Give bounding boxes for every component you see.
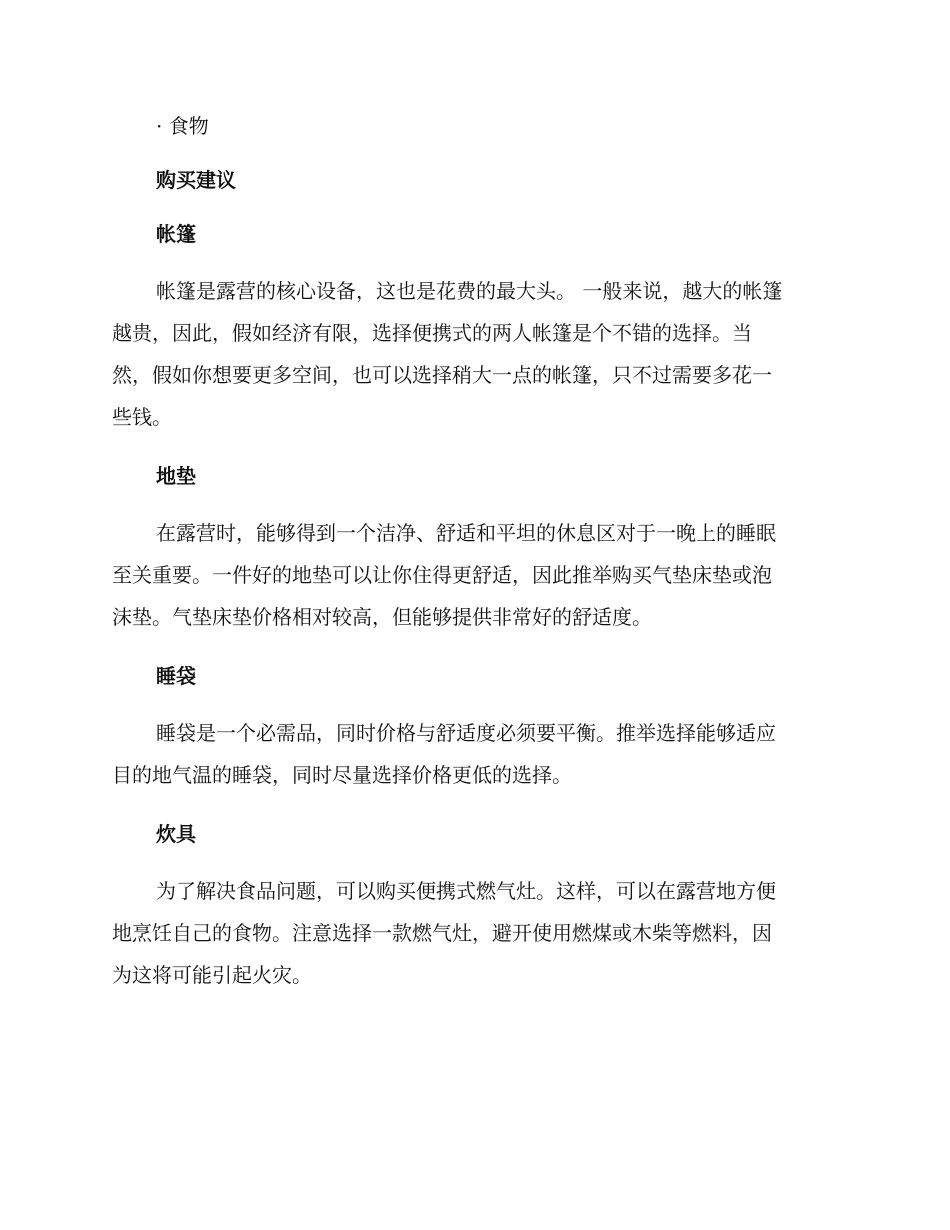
paragraph-line: 在露营时，能够得到一个洁净、舒适和平坦的休息区对于一晚上的睡眠 xyxy=(156,521,776,545)
paragraph-line: 地烹饪自己的食物。注意选择一款燃气灶，避开使用燃煤或木柴等燃料，因 xyxy=(112,921,772,945)
paragraph-line: 些钱。 xyxy=(112,405,172,429)
paragraph-ground-mat xyxy=(112,512,836,638)
heading-cookware: 炊具 xyxy=(156,822,196,846)
section-title-purchase-advice: 购买建议 xyxy=(156,168,236,192)
paragraph-line: 为这将可能引起火灾。 xyxy=(112,963,312,987)
bullet-item-food: · 食物 xyxy=(156,114,209,138)
paragraph-tent xyxy=(112,270,836,438)
paragraph-sleeping-bag xyxy=(112,712,836,796)
document-page xyxy=(112,108,836,1016)
paragraph-line: 至关重要。一件好的地垫可以让你住得更舒适，因此推举购买气垫床垫或泡 xyxy=(112,563,772,587)
paragraph-line: 沫垫。气垫床垫价格相对较高，但能够提供非常好的舒适度。 xyxy=(112,605,652,629)
paragraph-cookware xyxy=(112,870,836,996)
heading-tent: 帐篷 xyxy=(156,222,196,246)
paragraph-line: 睡袋是一个必需品，同时价格与舒适度必须要平衡。推举选择能够适应 xyxy=(156,721,776,745)
paragraph-line: 越贵，因此，假如经济有限，选择便携式的两人帐篷是个不错的选择。当 xyxy=(112,321,752,345)
heading-ground-mat: 地垫 xyxy=(156,464,196,488)
paragraph-line: 目的地气温的睡袋，同时尽量选择价格更低的选择。 xyxy=(112,763,572,787)
paragraph-line: 然，假如你想要更多空间，也可以选择稍大一点的帐篷，只不过需要多花一 xyxy=(112,363,772,387)
paragraph-line: 帐篷是露营的核心设备，这也是花费的最大头。 一般来说，越大的帐篷 xyxy=(156,279,783,303)
heading-sleeping-bag: 睡袋 xyxy=(156,664,196,688)
paragraph-line: 为了解决食品问题，可以购买便携式燃气灶。这样，可以在露营地方便 xyxy=(156,879,776,903)
